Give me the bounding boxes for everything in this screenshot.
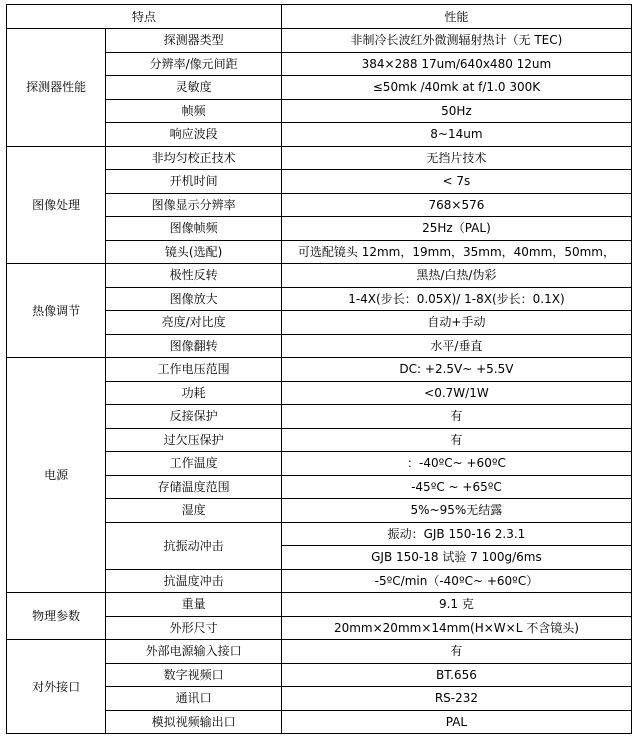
feature-cell: 响应波段 [106,123,282,147]
header-row [7,5,632,29]
feature-cell: 极性反转 [106,264,282,288]
feature-cell: 功耗 [106,381,282,405]
value-cell: PAL [281,710,631,734]
feature-cell: 分辨率/像元间距 [106,52,282,76]
value-cell: 水平/垂直 [281,334,631,358]
value-cell: -5ºC/min（-40ºC~ +60ºC） [281,569,631,593]
feature-cell: 图像翻转 [106,334,282,358]
header-performance: 性能 [281,5,631,29]
feature-cell: 图像放大 [106,287,282,311]
value-cell: 有 [281,640,631,664]
value-cell: 5%~95%无结露 [281,499,631,523]
feature-cell: 探测器类型 [106,29,282,53]
feature-cell: 灵敏度 [106,76,282,100]
feature-cell: 外部电源输入接口 [106,640,282,664]
value-cell: 50Hz [281,99,631,123]
feature-cell: 开机时间 [106,170,282,194]
feature-cell: 通讯口 [106,687,282,711]
feature-cell: 重量 [106,593,282,617]
value-cell: 非制冷长波红外微测辐射热计（无 TEC) [281,29,631,53]
feature-cell: 抗振动冲击 [106,522,282,569]
value-cell: 无挡片技术 [281,146,631,170]
value-cell: 可选配镜头 12mm，19mm，35mm，40mm，50mm， [281,240,631,264]
feature-cell: 非均匀校正技术 [106,146,282,170]
value-cell: 20mm×20mm×14mm(H×W×L 不含镜头) [281,616,631,640]
feature-cell: 外形尺寸 [106,616,282,640]
value-cell: GJB 150-18 试验 7 100g/6ms [281,546,631,570]
value-cell: <0.7W/1W [281,381,631,405]
group-label: 探测器性能 [7,29,106,147]
value-cell: 有 [281,428,631,452]
feature-cell: 亮度/对比度 [106,311,282,335]
value-cell: 有 [281,405,631,429]
value-cell: 768×576 [281,193,631,217]
feature-cell: 抗温度冲击 [106,569,282,593]
feature-cell: 模拟视频输出口 [106,710,282,734]
feature-cell: 存储温度范围 [106,475,282,499]
spec-row [7,29,632,53]
spec-table-body [7,5,632,734]
spec-row [7,358,632,382]
value-cell: < 7s [281,170,631,194]
value-cell: 自动+手动 [281,311,631,335]
header-feature: 特点 [7,5,282,29]
feature-cell: 数字视频口 [106,663,282,687]
value-cell: 9.1 克 [281,593,631,617]
spec-row [7,593,632,617]
feature-cell: 工作温度 [106,452,282,476]
value-cell: BT.656 [281,663,631,687]
value-cell: -45ºC ~ +65ºC [281,475,631,499]
group-label: 对外接口 [7,640,106,734]
feature-cell: 图像显示分辨率 [106,193,282,217]
group-label: 图像处理 [7,146,106,264]
group-label: 电源 [7,358,106,593]
feature-cell: 过欠压保护 [106,428,282,452]
feature-cell: 反接保护 [106,405,282,429]
feature-cell: 湿度 [106,499,282,523]
group-label: 热像调节 [7,264,106,358]
group-label: 物理参数 [7,593,106,640]
feature-cell: 工作电压范围 [106,358,282,382]
spec-row [7,146,632,170]
value-cell: 黑热/白热/伪彩 [281,264,631,288]
feature-cell: 图像帧频 [106,217,282,241]
feature-cell: 帧频 [106,99,282,123]
value-cell: 25Hz（PAL) [281,217,631,241]
value-cell: DC: +2.5V~ +5.5V [281,358,631,382]
value-cell: ≤50mk /40mk at f/1.0 300K [281,76,631,100]
value-cell: 384×288 17um/640x480 12um [281,52,631,76]
value-cell: RS-232 [281,687,631,711]
value-cell: 8~14um [281,123,631,147]
value-cell: 振动：GJB 150-16 2.3.1 [281,522,631,546]
spec-row [7,640,632,664]
value-cell: 1-4X(步长：0.05X)/ 1-8X(步长：0.1X) [281,287,631,311]
value-cell: ：-40ºC~ +60ºC [281,452,631,476]
spec-row [7,264,632,288]
spec-table [6,4,632,734]
feature-cell: 镜头(选配) [106,240,282,264]
